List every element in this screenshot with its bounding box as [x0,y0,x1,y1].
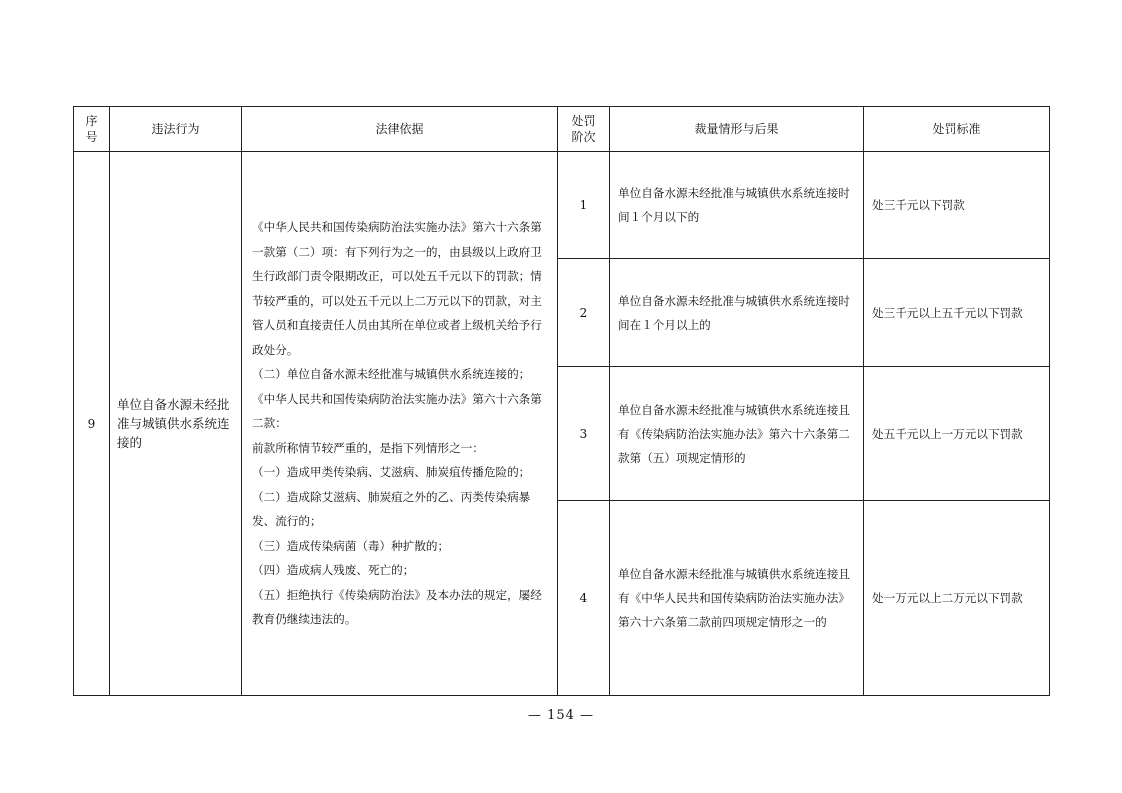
table-row [74,152,1050,259]
header-basis: 法律依据 [242,107,558,152]
header-stage-line-2: 阶次 [571,130,596,144]
header-behavior: 违法行为 [110,107,242,152]
entry-behavior: 单位自备水源未经批准与城镇供水系统连接的 [110,152,242,696]
header-seq-line-1: 序 [85,114,98,128]
stage-level: 4 [558,501,610,696]
header-stage [558,107,610,152]
stage-level: 3 [558,367,610,501]
entry-basis [242,152,558,696]
stage-circumstance: 单位自备水源未经批准与城镇供水系统连接时间在１个月以上的 [610,259,864,367]
stage-circumstance: 单位自备水源未经批准与城镇供水系统连接且有《中华人民共和国传染病防治法实施办法》第六十六条第二款前四项规定情形之一的 [610,501,864,696]
header-seq [74,107,110,152]
stage-circumstance: 单位自备水源未经批准与城镇供水系统连接且有《传染病防治法实施办法》第六十六条第二款第（五）项规定情形的 [610,367,864,501]
header-seq-line-2: 号 [85,130,98,144]
basis-paragraph: （四）造成病人残废、死亡的； [252,563,415,578]
basis-paragraph: （二）造成除艾滋病、肺炭疽之外的乙、丙类传染病暴发、流行的； [252,489,531,529]
stage-level: 1 [558,152,610,259]
header-standard: 处罚标准 [864,107,1050,152]
stage-standard: 处一万元以上二万元以下罚款 [864,501,1050,696]
header-stage-line-1: 处罚 [571,114,596,128]
basis-paragraph: 《中华人民共和国传染病防治法实施办法》第六十六条第二款： [252,391,542,431]
basis-paragraph: （五）拒绝执行《传染病防治法》及本办法的规定，屡经教育仍继续违法的。 [252,587,542,627]
basis-paragraph: （一）造成甲类传染病、艾滋病、肺炭疽传播危险的； [252,465,531,480]
stage-circumstance: 单位自备水源未经批准与城镇供水系统连接时间１个月以下的 [610,152,864,259]
stage-level: 2 [558,259,610,367]
page-number: — 154 — [527,708,595,723]
table-header-row [74,107,1050,152]
basis-paragraph: （三）造成传染病菌（毒）种扩散的； [252,538,450,553]
basis-paragraph: 前款所称情节较严重的，是指下列情形之一： [252,440,484,455]
basis-paragraph: （二）单位自备水源未经批准与城镇供水系统连接的； [252,367,531,382]
stage-standard: 处三千元以下罚款 [864,152,1050,259]
header-circumstance: 裁量情形与后果 [610,107,864,152]
penalty-table [73,106,1050,696]
stage-standard: 处五千元以上一万元以下罚款 [864,367,1050,501]
entry-seq: 9 [74,152,110,696]
stage-standard: 处三千元以上五千元以下罚款 [864,259,1050,367]
basis-paragraph: 《中华人民共和国传染病防治法实施办法》第六十六条第一款第（二）项：有下列行为之一的，由县级以上政府卫生行政部门责令限期改正，可以处五千元以下的罚款；情节较严重的，可以处五千元以上二万元以下的罚款，对主管人员和直接责任人员由其所在单位或者上级机关给予行政处分。 [252,220,542,357]
